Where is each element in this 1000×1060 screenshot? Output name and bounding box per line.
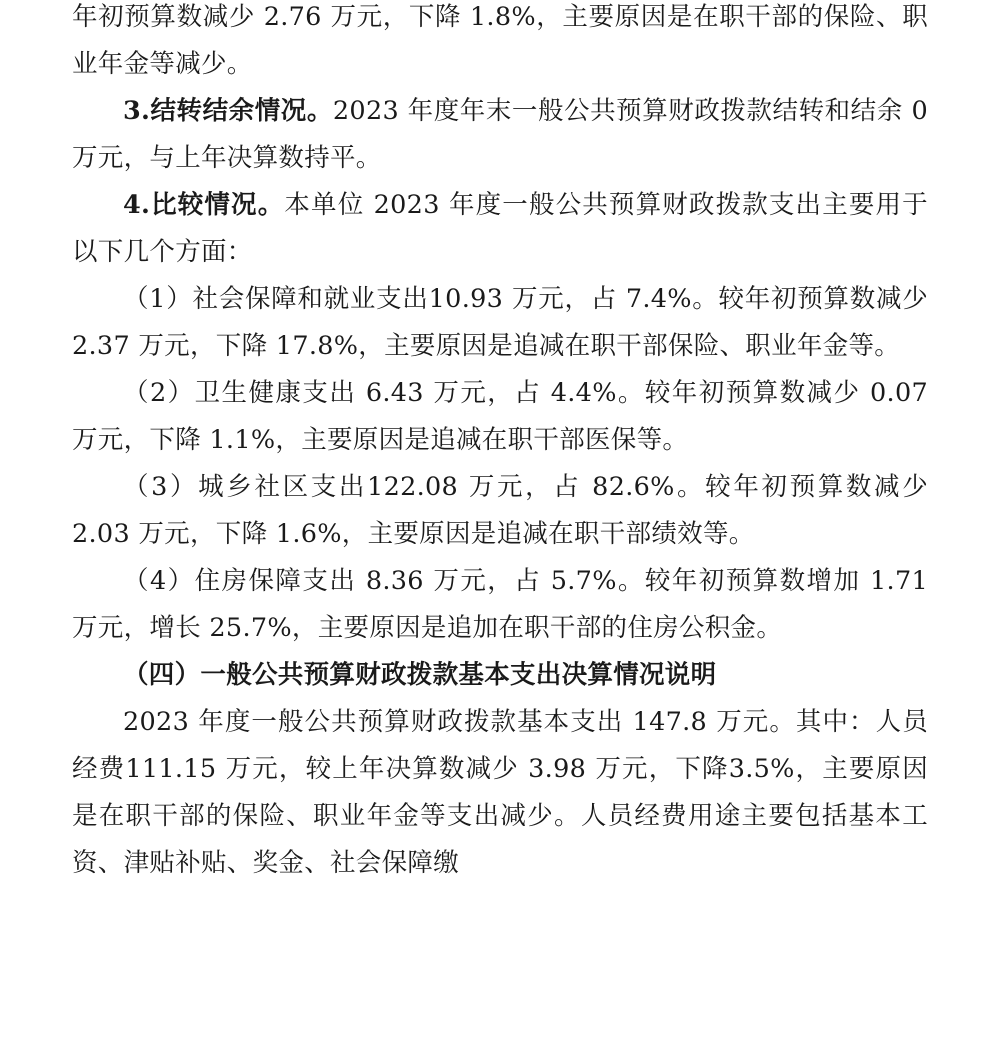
paragraph-lead-label-4: 4.比较情况。: [123, 190, 285, 220]
paragraph-basic-expenditure-detail: 2023 年度一般公共预算财政拨款基本支出 147.8 万元。其中：人员经费111.15 万元，较上年决算数减少 3.98 万元，下降3.5%，主要原因是在职干部的保险、职业年金等支出减少。人员经费用途主要包括基本工资、津贴补贴、奖金、社会保障缴: [72, 707, 928, 878]
paragraph-sub-1-social-security: （1）社会保障和就业支出10.93 万元，占 7.4%。较年初预算数减少 2.37 万元，下降 17.8%，主要原因是追减在职干部保险、职业年金等。: [72, 284, 928, 361]
paragraph-lead-label-3: 3.结转结余情况。: [123, 96, 333, 126]
paragraph-item-3-carryover: [72, 88, 928, 182]
document-body: [72, 0, 928, 887]
section-heading-four: （四）一般公共预算财政拨款基本支出决算情况说明: [123, 660, 717, 690]
paragraph-continuation-insurance: 年初预算数减少 2.76 万元，下降 1.8%，主要原因是在职干部的保险、职业年金等减少。: [72, 2, 928, 79]
paragraph-text-4: 本单位 2023 年度一般公共预算财政拨款支出主要用于以下几个方面：: [72, 190, 928, 267]
paragraph-text-3: 2023 年度年末一般公共预算财政拨款结转和结余 0 万元，与上年决算数持平。: [72, 96, 928, 173]
paragraph-sub-3-urban-rural: （3）城乡社区支出122.08 万元，占 82.6%。较年初预算数减少 2.03 万元，下降 1.6%，主要原因是追减在职干部绩效等。: [72, 472, 928, 549]
paragraph-sub-4-housing: （4）住房保障支出 8.36 万元，占 5.7%。较年初预算数增加 1.71 万元，增长 25.7%，主要原因是追加在职干部的住房公积金。: [72, 566, 928, 643]
paragraph-sub-2-health: （2）卫生健康支出 6.43 万元，占 4.4%。较年初预算数减少 0.07 万元，下降 1.1%，主要原因是追减在职干部医保等。: [72, 378, 928, 455]
paragraph-item-4-comparison: [72, 182, 928, 276]
